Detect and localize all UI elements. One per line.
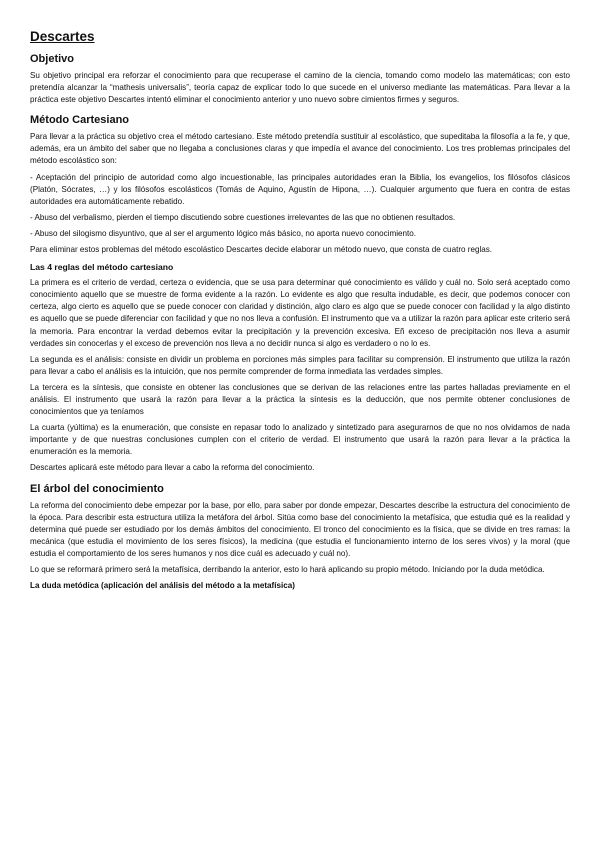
subsection-heading-duda-metodica: La duda metódica (aplicación del análisis del método a la metafísica) [30, 581, 295, 591]
paragraph: La cuarta (yúltima) es la enumeración, que consiste en repasar todo lo analizado y sintetizado para asegurarnos de que no nos olvidamos de nada importante y de que nuestras conclusiones cumplen con el criterio de verdad. El instrumento que usará la razón para llevar a la práctica la enumeración es la memoria. [30, 423, 570, 457]
paragraph: La tercera es la síntesis, que consiste en obtener las conclusiones que se derivan de las relaciones entre las partes halladas previamente en el análisis. El instrumento que usará la razón para llevar a la práctica la síntesis es la deducción, que nos permite obtener conclusiones de conocimientos que ya teníamos [30, 382, 570, 417]
paragraph: La segunda es el análisis: consiste en dividir un problema en porciones más simples para facilitar su comprensión. El instrumento que utiliza la razón para llevar a cabo el análisis es la intuición, que nos permite comprender de forma inmediata las verdades simples. [30, 354, 570, 376]
section-heading-metodo-cartesiano: Método Cartesiano [30, 114, 130, 127]
paragraph: Para llevar a la práctica su objetivo crea el método cartesiano. Este método pretendía sustituir al escolástico, que supeditaba la filosofía a la fe, y que, además, era un ámbito del saber que no llegaba a conclusiones claras y que impedía el avance del conocimiento. Los tres problemas principales del método escolástico son: [30, 132, 570, 166]
paragraph: Para eliminar estos problemas del método escolástico Descartes decide elaborar un método nuevo, que consta de cuatro reglas. [30, 245, 493, 255]
paragraph: La reforma del conocimiento debe empezar por la base, por ello, para saber por donde empezar, Descartes describe la estructura del conocimiento de la época. Para describir esta estructura utiliza la metáfora del árbol. Sitúa como base del conocimiento la metafísica, que estudia qué es la realidad y determina qué puede ser estudiado por los demás ámbitos del conocimiento. El tronco del conocimiento es la física, que se divide en tres ramas: la mecánica (que estudia el movimiento de los seres físicos), la medicina (que estudia el funcionamiento interno de los seres vivos) y la moral (que estudia el comportamiento de los seres humanos y nos dice cuál es adecuado y cuál no). [30, 500, 570, 558]
list-item-paragraph: - Abuso del verbalismo, pierden el tiempo discutiendo sobre cuestiones irrelevantes de las que no obtienen resultados. [30, 212, 456, 222]
section-heading-arbol: El árbol del conocimiento [30, 482, 164, 495]
subsection-heading-reglas: Las 4 reglas del método cartesiano [30, 262, 174, 273]
paragraph: Lo que se reformará primero será la metafísica, derribando la anterior, esto lo hará aplicando su propio método. Iniciando por la duda metódica. [30, 565, 545, 574]
paragraph: La primera es el criterio de verdad, certeza o evidencia, que se usa para determinar qué conocimiento es válido y cuál no. Solo será aceptado como conocimiento aquello que se muestre de forma evidente a la razón. Lo evidente es algo que resulta indudable, es decir, que podemos conocer con certeza, algo cierto es aquello que se puede conocer con claridad y distinción, algo claro es algo que se puede conocer con facilidad y la algo distinto es aquello que se puede diferenciar con facilidad y que no nos lleva a confusión. El instrumento que va a utilizar la razón para aplicar este criterio será la memoria. Para encontrar la verdad debemos evitar la precipitación y la prevención excesiva. Eñ exceso de precipitación nos lleva a asumir verdades sin conocerlas y el exceso de prevención nos lleva a no decidir nunca si algo es verdadero o no lo es. [30, 278, 570, 348]
paragraph: Su objetivo principal era reforzar el conocimiento para que recuperase el camino de la ciencia, tomando como modelo las matemáticas; con esto pretendía alcanzar la “mathesis universalis”, teoría capaz de explicar todo lo que sucede en el universo mediante las matemáticas. Para llevar a la práctica este objetivo Descartes intentó eliminar el conocimiento anterior y uno nuevo sobre cimientos firmes y seguros. [30, 71, 570, 105]
section-heading-objetivo: Objetivo [30, 53, 75, 65]
document-title: Descartes [30, 29, 95, 44]
paragraph: Descartes aplicará este método para llevar a cabo la reforma del conocimiento. [30, 463, 315, 473]
list-item-paragraph: - Aceptación del principio de autoridad como algo incuestionable, las principales autoridades eran la Biblia, los evangelios, los filósofos clásicos (Platón, Sócrates, …) y los filósofos escolásticos (Tomás de Aquino, Agustín de Hipona, …). Cualquier argumento que fuera en contra de estas autoridades era automáticamente rebatido. [30, 172, 570, 206]
list-item-paragraph: - Abuso del silogismo disyuntivo, que al ser el argumento lógico más básico, no aporta nuevo conocimiento. [30, 228, 417, 238]
